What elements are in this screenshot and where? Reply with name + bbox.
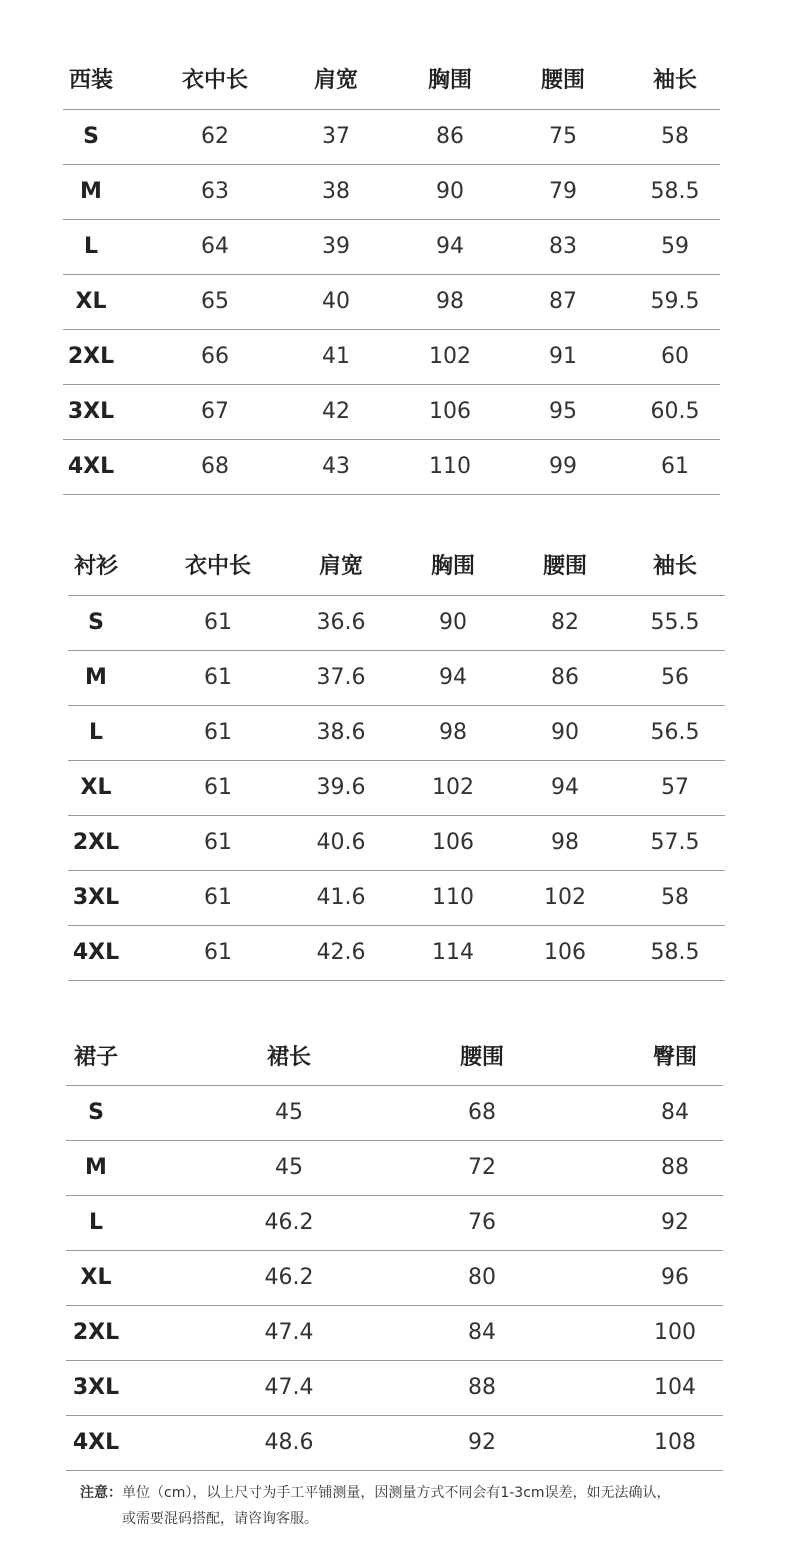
measurement-cell: 37 [322, 124, 350, 149]
measurement-cell: 58.5 [650, 179, 700, 204]
table-row [63, 439, 720, 495]
measurement-cell: 40.6 [316, 830, 366, 855]
measurement-cell: 55.5 [650, 610, 700, 635]
measurement-cell: 98 [439, 720, 467, 745]
size-label: S [88, 610, 104, 635]
table-row [66, 1195, 723, 1251]
table-row [68, 870, 725, 926]
measurement-cell: 98 [551, 830, 579, 855]
measurement-cell: 65 [201, 289, 229, 314]
measurement-cell: 82 [551, 610, 579, 635]
measurement-cell: 40 [322, 289, 350, 314]
measurement-cell: 106 [429, 399, 471, 424]
measurement-cell: 48.6 [264, 1430, 314, 1455]
measurement-cell: 45 [275, 1155, 303, 1180]
table-row [63, 274, 720, 330]
measurement-cell: 68 [468, 1100, 496, 1125]
size-label: 3XL [72, 885, 120, 910]
measurement-cell: 43 [322, 454, 350, 479]
size-label: 2XL [72, 830, 120, 855]
measurement-cell: 94 [439, 665, 467, 690]
size-label: 4XL [72, 940, 120, 965]
column-header: 袖长 [652, 68, 698, 93]
measurement-cell: 102 [432, 775, 474, 800]
size-label: XL [80, 1265, 112, 1290]
measurement-cell: 36.6 [316, 610, 366, 635]
measurement-cell: 75 [549, 124, 577, 149]
measurement-cell: 64 [201, 234, 229, 259]
table-header-row [68, 539, 725, 596]
measurement-cell: 83 [549, 234, 577, 259]
note-label: 注意： [80, 1485, 122, 1501]
measurement-cell: 106 [544, 940, 586, 965]
table-row [66, 1305, 723, 1361]
measurement-cell: 104 [654, 1375, 696, 1400]
size-label: M [85, 665, 107, 690]
size-label: 3XL [67, 399, 115, 424]
table-row [68, 705, 725, 761]
table-row [66, 1415, 723, 1471]
measurement-cell: 86 [551, 665, 579, 690]
table-header-row [66, 1031, 723, 1086]
size-label: M [85, 1155, 107, 1180]
size-label: 3XL [72, 1375, 120, 1400]
measurement-cell: 90 [439, 610, 467, 635]
measurement-cell: 61 [661, 454, 689, 479]
note-line-2: 或需要混码搭配，请咨询客服。 [122, 1511, 318, 1527]
size-label: XL [75, 289, 107, 314]
table-row [68, 925, 725, 981]
table-row [68, 595, 725, 651]
table-row [66, 1360, 723, 1416]
measurement-cell: 88 [468, 1375, 496, 1400]
table-row [63, 219, 720, 275]
table-row [66, 1085, 723, 1141]
measurement-cell: 84 [468, 1320, 496, 1345]
measurement-cell: 58 [661, 124, 689, 149]
measurement-cell: 88 [661, 1155, 689, 1180]
measurement-cell: 56.5 [650, 720, 700, 745]
measurement-cell: 87 [549, 289, 577, 314]
size-label: 2XL [67, 344, 115, 369]
measurement-cell: 60 [661, 344, 689, 369]
measurement-cell: 61 [204, 610, 232, 635]
measurement-cell: 92 [661, 1210, 689, 1235]
table-row [63, 109, 720, 165]
measurement-cell: 38 [322, 179, 350, 204]
measurement-cell: 45 [275, 1100, 303, 1125]
measurement-cell: 41 [322, 344, 350, 369]
measurement-cell: 72 [468, 1155, 496, 1180]
column-header: 裙长 [266, 1045, 312, 1070]
column-header: 肩宽 [313, 68, 359, 93]
measurement-cell: 39 [322, 234, 350, 259]
measurement-cell: 41.6 [316, 885, 366, 910]
table-title: 裙子 [73, 1045, 119, 1070]
size-label: XL [80, 775, 112, 800]
measurement-cell: 59 [661, 234, 689, 259]
measurement-cell: 90 [436, 179, 464, 204]
measurement-cell: 94 [436, 234, 464, 259]
measurement-cell: 37.6 [316, 665, 366, 690]
column-header: 肩宽 [318, 554, 364, 579]
column-header: 腰围 [542, 554, 588, 579]
measurement-cell: 80 [468, 1265, 496, 1290]
table-row [66, 1250, 723, 1306]
size-label: S [83, 124, 99, 149]
measurement-cell: 114 [432, 940, 474, 965]
measurement-cell: 61 [204, 940, 232, 965]
table-title: 西装 [68, 68, 114, 93]
measurement-cell: 102 [429, 344, 471, 369]
column-header: 腰围 [540, 68, 586, 93]
column-header: 胸围 [427, 68, 473, 93]
measurement-cell: 86 [436, 124, 464, 149]
table-row [63, 329, 720, 385]
measurement-cell: 57.5 [650, 830, 700, 855]
measurement-cell: 61 [204, 720, 232, 745]
measurement-note [80, 1480, 730, 1532]
measurement-cell: 47.4 [264, 1320, 314, 1345]
measurement-cell: 92 [468, 1430, 496, 1455]
table-header-row [63, 53, 720, 110]
table-row [68, 815, 725, 871]
measurement-cell: 60.5 [650, 399, 700, 424]
measurement-cell: 90 [551, 720, 579, 745]
table-row [66, 1140, 723, 1196]
measurement-cell: 102 [544, 885, 586, 910]
size-label: M [80, 179, 102, 204]
measurement-cell: 42 [322, 399, 350, 424]
measurement-cell: 108 [654, 1430, 696, 1455]
measurement-cell: 58.5 [650, 940, 700, 965]
measurement-cell: 38.6 [316, 720, 366, 745]
measurement-cell: 76 [468, 1210, 496, 1235]
measurement-cell: 63 [201, 179, 229, 204]
measurement-cell: 110 [432, 885, 474, 910]
size-label: S [88, 1100, 104, 1125]
size-label: 4XL [72, 1430, 120, 1455]
table-row [63, 164, 720, 220]
measurement-cell: 61 [204, 775, 232, 800]
measurement-cell: 57 [661, 775, 689, 800]
measurement-cell: 42.6 [316, 940, 366, 965]
measurement-cell: 84 [661, 1100, 689, 1125]
size-label: 4XL [67, 454, 115, 479]
measurement-cell: 91 [549, 344, 577, 369]
note-line-1: 单位（cm），以上尺寸为手工平铺测量，因测量方式不同会有1-3cm误差，如无法确认， [122, 1485, 671, 1501]
measurement-cell: 61 [204, 885, 232, 910]
measurement-cell: 39.6 [316, 775, 366, 800]
column-header: 袖长 [652, 554, 698, 579]
measurement-cell: 62 [201, 124, 229, 149]
table-row [68, 650, 725, 706]
measurement-cell: 106 [432, 830, 474, 855]
measurement-cell: 98 [436, 289, 464, 314]
measurement-cell: 79 [549, 179, 577, 204]
measurement-cell: 110 [429, 454, 471, 479]
size-label: L [88, 720, 104, 745]
measurement-cell: 67 [201, 399, 229, 424]
table-row [68, 760, 725, 816]
measurement-cell: 46.2 [264, 1210, 314, 1235]
measurement-cell: 100 [654, 1320, 696, 1345]
measurement-cell: 66 [201, 344, 229, 369]
measurement-cell: 46.2 [264, 1265, 314, 1290]
measurement-cell: 68 [201, 454, 229, 479]
measurement-cell: 96 [661, 1265, 689, 1290]
column-header: 腰围 [459, 1045, 505, 1070]
measurement-cell: 59.5 [650, 289, 700, 314]
table-title: 衬衫 [73, 554, 119, 579]
measurement-cell: 58 [661, 885, 689, 910]
size-label: L [88, 1210, 104, 1235]
measurement-cell: 56 [661, 665, 689, 690]
measurement-cell: 94 [551, 775, 579, 800]
measurement-cell: 61 [204, 830, 232, 855]
column-header: 衣中长 [184, 554, 252, 579]
column-header: 臀围 [652, 1045, 698, 1070]
column-header: 胸围 [430, 554, 476, 579]
measurement-cell: 47.4 [264, 1375, 314, 1400]
size-label: L [83, 234, 99, 259]
measurement-cell: 95 [549, 399, 577, 424]
measurement-cell: 61 [204, 665, 232, 690]
table-row [63, 384, 720, 440]
measurement-cell: 99 [549, 454, 577, 479]
size-label: 2XL [72, 1320, 120, 1345]
column-header: 衣中长 [181, 68, 249, 93]
